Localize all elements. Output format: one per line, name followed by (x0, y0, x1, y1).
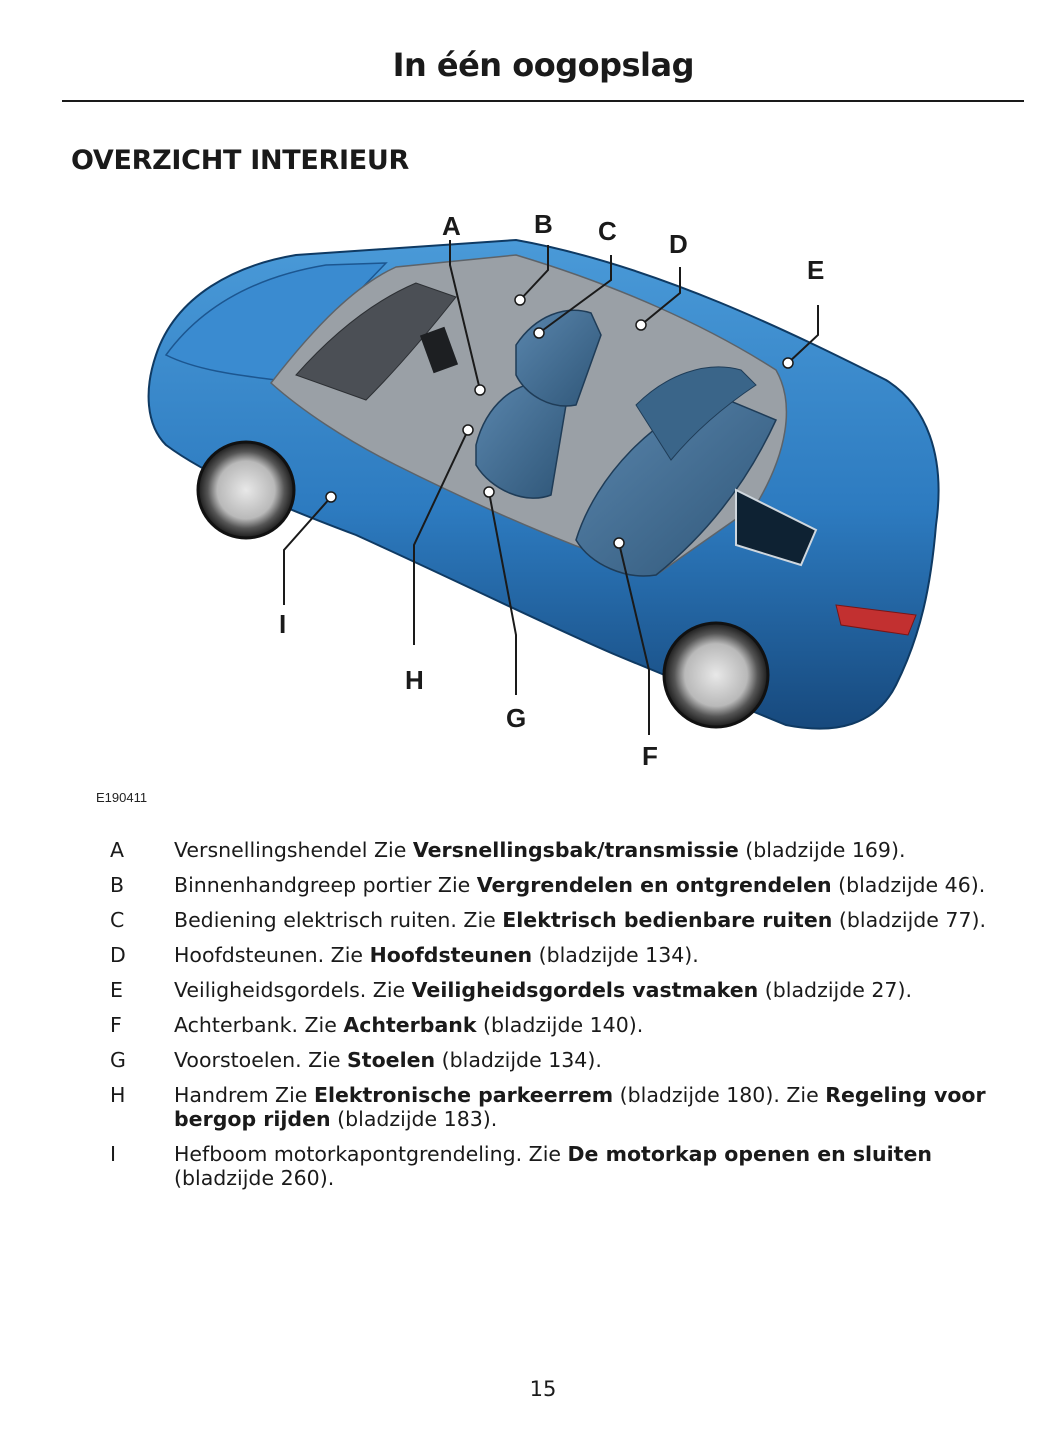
legend-item-a (108, 838, 1020, 862)
rear-wheel (664, 623, 768, 727)
legend-desc: Bediening elektrisch ruiten. Zie (174, 908, 503, 932)
car-interior-illustration (96, 205, 996, 805)
legend-item-g (108, 1048, 1020, 1072)
legend-desc: Versnellingshendel Zie (174, 838, 413, 862)
legend-page: (bladzijde 260). (174, 1166, 335, 1190)
legend-item-c (108, 908, 1020, 932)
callout-b: B (534, 209, 553, 239)
legend-item-d (108, 943, 1020, 967)
legend-ref-link[interactable]: Elektrisch bedienbare ruiten (502, 908, 833, 932)
callout-i: I (279, 609, 287, 639)
legend-text (174, 873, 1020, 897)
legend-key: I (110, 1142, 117, 1166)
legend-ref-link-2[interactable]: Regeling voor bergop rijden (174, 1083, 986, 1131)
legend-page: (bladzijde 46). (831, 873, 986, 897)
callout-g: G (506, 703, 527, 733)
legend-ref-link[interactable]: Vergrendelen en ontgrendelen (476, 873, 832, 897)
legend-item-f (108, 1013, 1020, 1037)
legend-page: (bladzijde 140). (476, 1013, 644, 1037)
legend-list (108, 838, 1020, 1201)
legend-page: (bladzijde 77). (832, 908, 987, 932)
callout-a: A (442, 211, 461, 241)
legend-text (174, 943, 1020, 967)
page-title: In één oogopslag (392, 46, 694, 84)
legend-desc: Handrem Zie (174, 1083, 314, 1107)
page-number: 15 (529, 1377, 557, 1401)
legend-text (174, 1142, 1020, 1190)
callout-d: D (669, 229, 688, 259)
legend-page-2: (bladzijde 183). (330, 1107, 498, 1131)
legend-item-e (108, 978, 1020, 1002)
car-cutaway-drawing (96, 205, 996, 805)
legend-text (174, 978, 1020, 1002)
legend-key: D (110, 943, 126, 967)
legend-desc: Veiligheidsgordels. Zie (174, 978, 412, 1002)
legend-page: (bladzijde 180). Zie (613, 1083, 826, 1107)
legend-item-b (108, 873, 1020, 897)
legend-desc: Binnenhandgreep portier Zie (174, 873, 477, 897)
legend-item-h (108, 1083, 1020, 1131)
legend-page: (bladzijde 27). (758, 978, 912, 1002)
section-title: OVERZICHT INTERIEUR (71, 145, 410, 176)
legend-desc: Voorstoelen. Zie (174, 1048, 348, 1072)
callout-c: C (598, 216, 617, 246)
legend-key: B (110, 873, 125, 897)
legend-key: E (110, 978, 123, 1002)
legend-key: F (110, 1013, 122, 1037)
legend-ref-link[interactable]: Hoofdsteunen (369, 943, 533, 967)
figure-code: E190411 (96, 790, 148, 805)
legend-item-i (108, 1142, 1020, 1190)
legend-page: (bladzijde 169). (738, 838, 906, 862)
legend-desc: Achterbank. Zie (174, 1013, 344, 1037)
legend-key: C (110, 908, 125, 932)
legend-page: (bladzijde 134). (435, 1048, 602, 1072)
legend-ref-link[interactable]: Elektronische parkeerrem (313, 1083, 614, 1107)
legend-key: H (110, 1083, 126, 1107)
legend-text (174, 1013, 1020, 1037)
legend-ref-link[interactable]: Versnellingsbak/transmissie (412, 838, 739, 862)
legend-text (174, 1048, 1020, 1072)
page-header (62, 44, 1024, 102)
legend-text (174, 1083, 1020, 1131)
legend-desc: Hoofdsteunen. Zie (174, 943, 370, 967)
legend-key: G (110, 1048, 126, 1072)
callout-h: H (405, 665, 424, 695)
legend-ref-link[interactable]: Veiligheidsgordels vastmaken (411, 978, 759, 1002)
legend-desc: Hefboom motorkapontgrendeling. Zie (174, 1142, 568, 1166)
legend-key: A (110, 838, 125, 862)
front-wheel (198, 442, 294, 538)
legend-text (174, 908, 1020, 932)
legend-text (174, 838, 1020, 862)
callout-f: F (642, 741, 658, 771)
legend-ref-link[interactable]: Stoelen (347, 1048, 436, 1072)
callout-e: E (807, 255, 825, 285)
legend-ref-link[interactable]: Achterbank (343, 1013, 477, 1037)
legend-page: (bladzijde 134). (532, 943, 699, 967)
legend-ref-link[interactable]: De motorkap openen en sluiten (567, 1142, 932, 1166)
